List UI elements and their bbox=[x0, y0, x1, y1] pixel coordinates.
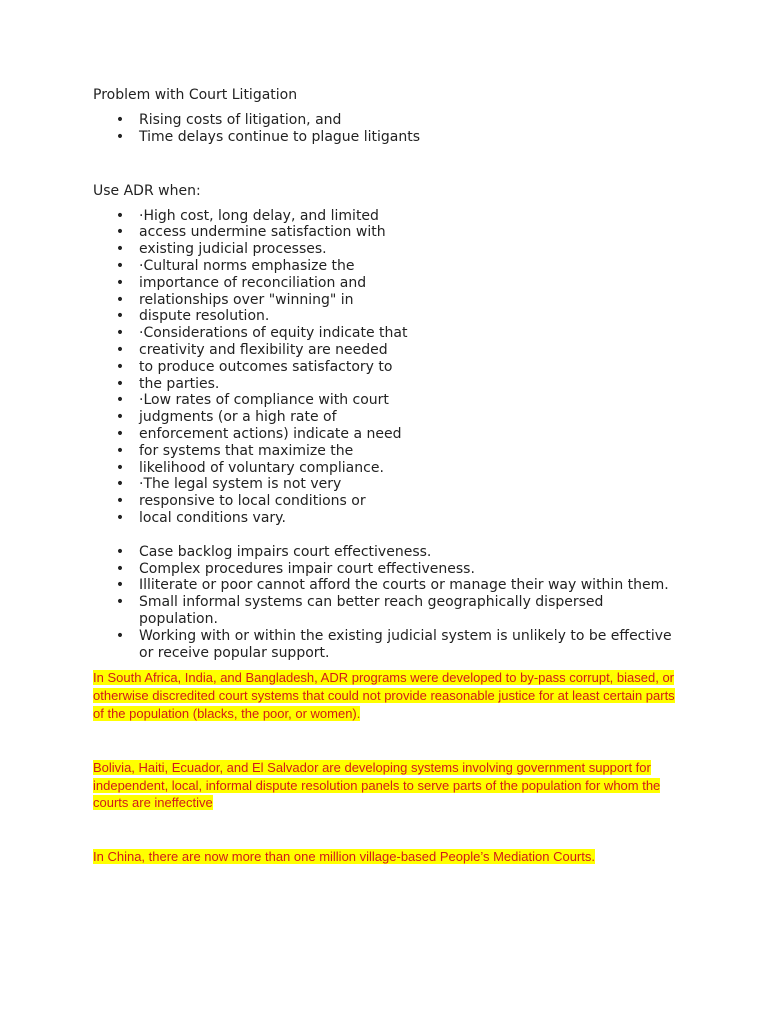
list-item-text: Illiterate or poor cannot afford the courts or manage their way within them. bbox=[139, 577, 669, 594]
list-item-text: enforcement actions) indicate a need bbox=[139, 425, 402, 442]
list-item-text: relationships over "winning" in bbox=[139, 291, 354, 308]
highlight-paragraph-south-africa bbox=[93, 669, 683, 722]
list-item-text: ·The legal system is not very bbox=[139, 476, 342, 493]
bullet-icon: • bbox=[115, 509, 125, 526]
use-adr-heading: Use ADR when: bbox=[93, 182, 201, 199]
bullet-icon: • bbox=[115, 543, 125, 560]
bullet-icon: • bbox=[115, 274, 125, 291]
bullet-icon: • bbox=[115, 425, 125, 442]
list-item bbox=[93, 426, 683, 443]
list-item-text: importance of reconciliation and bbox=[139, 274, 367, 291]
adr-conditions-list bbox=[93, 208, 683, 527]
list-item bbox=[93, 493, 683, 510]
list-item bbox=[93, 628, 683, 662]
highlighted-text: In China, there are now more than one million village-based People’s Mediation Courts. bbox=[93, 849, 595, 865]
bullet-icon: • bbox=[115, 577, 125, 594]
list-item bbox=[93, 112, 683, 129]
list-item-text: Working with or within the existing judicial system is unlikely to be effective or receive popular support. bbox=[139, 627, 672, 661]
list-item-text: local conditions vary. bbox=[139, 509, 286, 526]
bullet-icon: • bbox=[115, 493, 125, 510]
highlight-paragraph-china bbox=[93, 848, 683, 866]
bullet-icon: • bbox=[115, 291, 125, 308]
bullet-icon: • bbox=[115, 224, 125, 241]
bullet-icon: • bbox=[115, 358, 125, 375]
list-item-text: to produce outcomes satisfactory to bbox=[139, 358, 393, 375]
list-item bbox=[93, 275, 683, 292]
problem-heading: Problem with Court Litigation bbox=[93, 87, 298, 103]
list-item-text: judgments (or a high rate of bbox=[139, 409, 337, 426]
bullet-icon: • bbox=[115, 476, 125, 493]
list-item-text: likelihood of voluntary compliance. bbox=[139, 459, 384, 476]
list-item bbox=[93, 376, 683, 393]
bullet-icon: • bbox=[115, 560, 125, 577]
list-item-text: existing judicial processes. bbox=[139, 241, 327, 258]
list-item bbox=[93, 224, 683, 241]
list-item-text: Complex procedures impair court effectiveness. bbox=[139, 560, 475, 577]
bullet-icon: • bbox=[115, 627, 125, 644]
list-item-text: ·Low rates of compliance with court bbox=[139, 392, 389, 409]
bullet-icon: • bbox=[115, 207, 125, 224]
highlighted-text: In South Africa, India, and Bangladesh, ADR programs were developed to by-pass corrupt, biased, or otherwise discredited court systems that could not provide reasonable justice for at least certain parts of the population (blacks, the poor, or women). bbox=[93, 670, 675, 721]
problem-list bbox=[93, 112, 683, 146]
list-item bbox=[93, 510, 683, 527]
bullet-icon: • bbox=[115, 459, 125, 476]
list-item bbox=[93, 577, 683, 594]
list-item bbox=[93, 392, 683, 409]
list-item bbox=[93, 325, 683, 342]
document-page bbox=[93, 86, 683, 866]
bullet-icon: • bbox=[115, 375, 125, 392]
list-item bbox=[93, 208, 683, 225]
list-item bbox=[93, 409, 683, 426]
list-item-text: Rising costs of litigation, and bbox=[139, 112, 342, 128]
list-item-text: ·High cost, long delay, and limited bbox=[139, 207, 379, 224]
bullet-icon: • bbox=[115, 241, 125, 258]
list-item bbox=[93, 241, 683, 258]
list-item bbox=[93, 129, 683, 146]
bullet-icon: • bbox=[115, 594, 125, 611]
list-item-text: ·Cultural norms emphasize the bbox=[139, 257, 355, 274]
list-item bbox=[93, 594, 683, 628]
list-item bbox=[93, 460, 683, 477]
list-item bbox=[93, 561, 683, 578]
list-item bbox=[93, 443, 683, 460]
list-item bbox=[93, 342, 683, 359]
list-item bbox=[93, 476, 683, 493]
list-item bbox=[93, 292, 683, 309]
bullet-icon: • bbox=[115, 325, 125, 342]
list-item-text: responsive to local conditions or bbox=[139, 493, 366, 510]
list-item-text: access undermine satisfaction with bbox=[139, 224, 386, 241]
list-item-text: Small informal systems can better reach geographically dispersed population. bbox=[139, 594, 604, 627]
bullet-icon: • bbox=[115, 392, 125, 409]
bullet-icon: • bbox=[115, 308, 125, 325]
bullet-icon: • bbox=[115, 409, 125, 426]
list-item-text: the parties. bbox=[139, 375, 220, 392]
list-item bbox=[93, 308, 683, 325]
list-item-text: for systems that maximize the bbox=[139, 442, 354, 459]
list-item bbox=[93, 258, 683, 275]
list-item-text: Case backlog impairs court effectiveness. bbox=[139, 543, 432, 560]
list-item-text: Time delays continue to plague litigants bbox=[139, 128, 420, 145]
bullet-icon: • bbox=[115, 341, 125, 358]
highlighted-text: Bolivia, Haiti, Ecuador, and El Salvador are developing systems involving government support for independent, local, informal dispute resolution panels to serve parts of the population for whom the courts are ineffective bbox=[93, 759, 661, 811]
list-item-text: ·Considerations of equity indicate that bbox=[139, 325, 408, 342]
bullet-icon: • bbox=[115, 442, 125, 459]
list-item bbox=[93, 544, 683, 561]
highlight-paragraph-bolivia bbox=[93, 759, 683, 812]
bullet-icon: • bbox=[115, 128, 125, 145]
bullet-icon: • bbox=[115, 257, 125, 274]
adr-reasons-list bbox=[93, 544, 683, 662]
list-item-text: dispute resolution. bbox=[139, 308, 270, 325]
bullet-icon: • bbox=[115, 112, 125, 128]
list-item bbox=[93, 359, 683, 376]
list-item-text: creativity and flexibility are needed bbox=[139, 341, 388, 358]
